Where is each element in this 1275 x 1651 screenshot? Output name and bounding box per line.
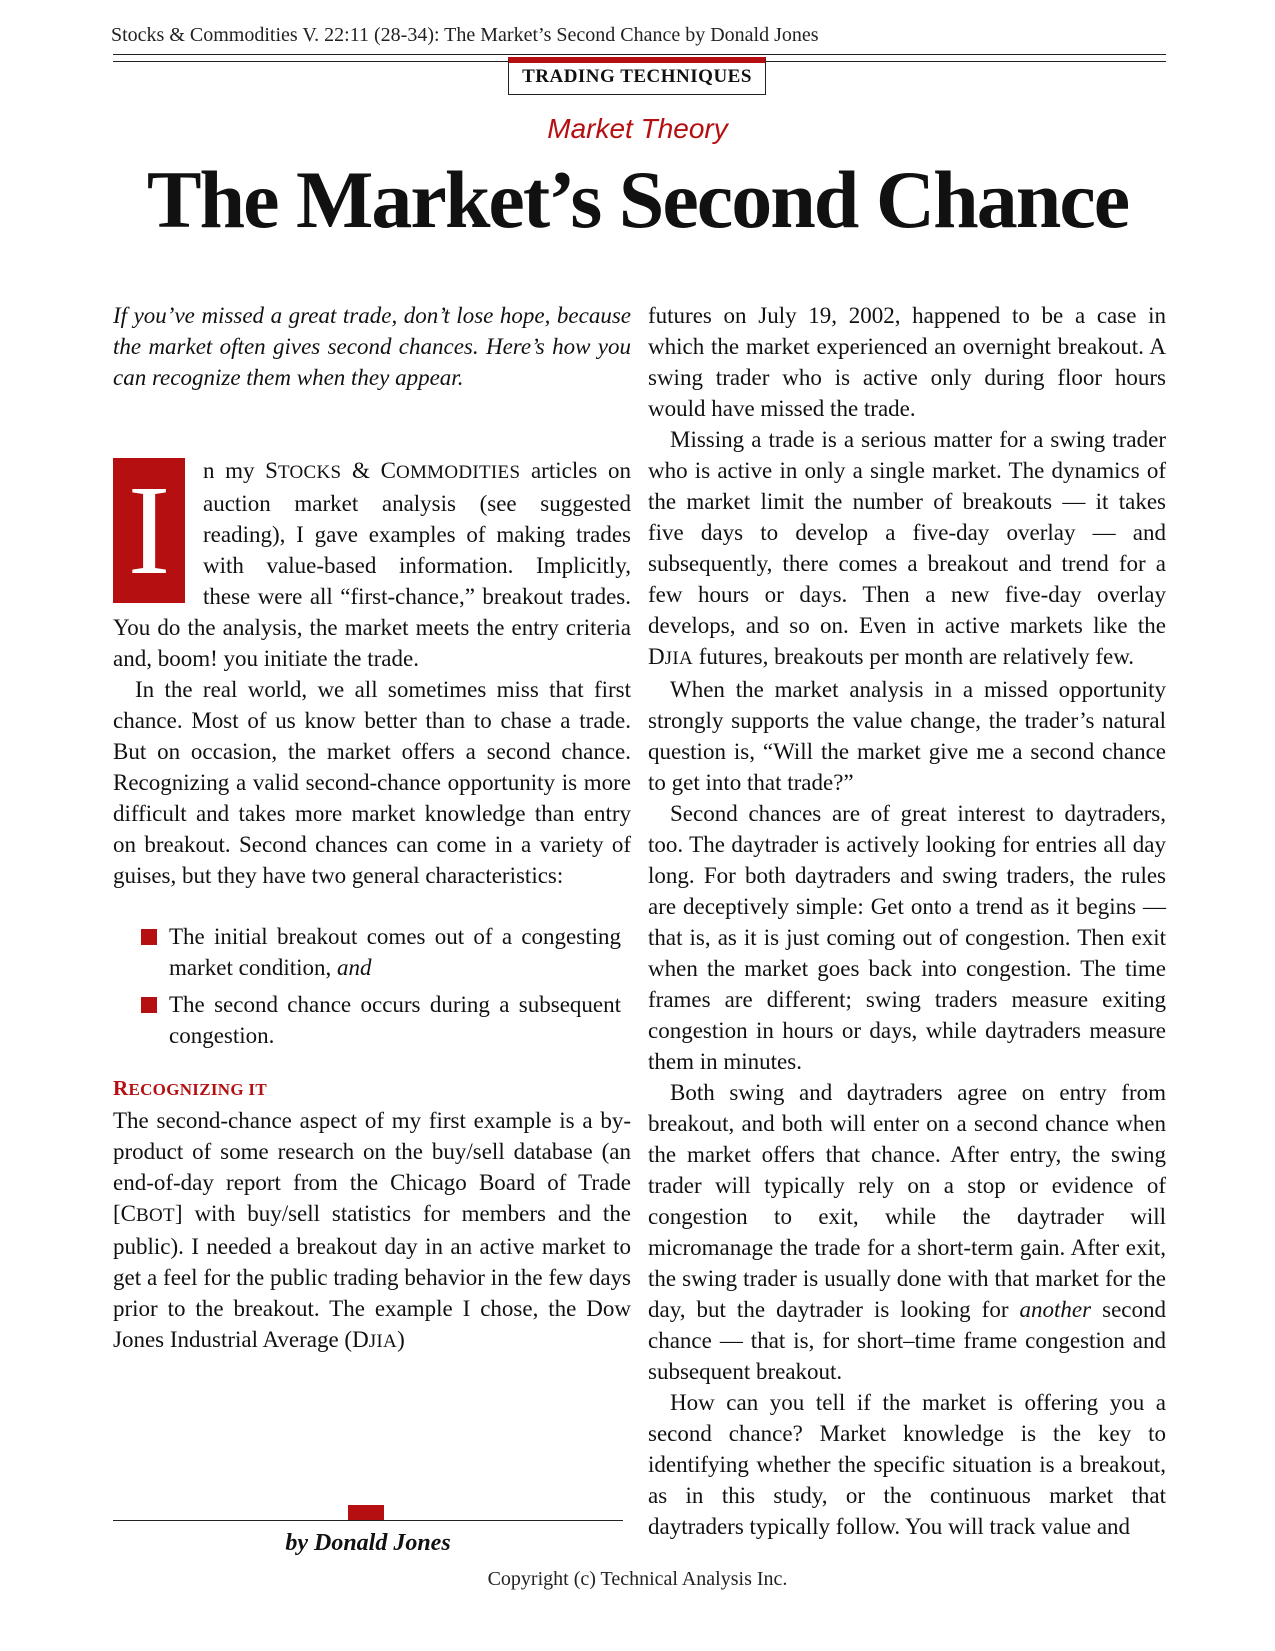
right-p2-djia-rest: JIA <box>664 648 693 669</box>
intro-text-b: & <box>341 458 381 483</box>
right-p2-text-a: Missing a trade is a serious matter for a swing trader who is active in only a single market. The dynamics of the market limit the number of breakouts — it takes five days to develop a five-day overlay — and subsequently, there comes a breakout and trend for a few hours or days. Then a new five-day overlay develops, and so on. Even in active markets like the <box>648 427 1166 638</box>
intro-text-c: articles on auction market analysis (see suggested reading), I gave examples of making trades with value-based information. Implicitly, these were all “first-chance,” breakout trades. You do the analysis, the market meets the entry criteria and, boom! you initiate the trade. <box>113 458 632 671</box>
p3-cbot-rest: BOT <box>136 1205 175 1226</box>
kicker: Market Theory <box>547 113 728 144</box>
section-label: TRADING TECHNIQUES <box>508 57 766 95</box>
right-paragraph-2 <box>648 424 1166 674</box>
subhead-rest: ECOGNIZING IT <box>128 1080 267 1099</box>
bullet-1-emphasis: and <box>337 955 372 980</box>
bullet-2-text: The second chance occurs during a subsequent congestion. <box>169 992 621 1048</box>
bullet-square-icon <box>141 997 157 1013</box>
right-p5-text-b: second chance — that is, for short–time frame congestion and subsequent breakout. <box>648 1297 1166 1384</box>
intro-text-a: n my <box>203 458 266 483</box>
article-title: The Market’s Second Chance <box>146 154 1129 245</box>
right-paragraph-4: Second chances are of great interest to daytraders, too. The daytrader is actively looking for entries all day long. For both daytraders and swing traders, the rules are deceptively simple: Get onto a trend as it begins — that is, as it is just coming out of congestion. Then exit when the market goes back into congestion. The time frames are different; swing traders measure exiting congestion in hours or days, while daytraders measure them in minutes. <box>648 801 1166 1074</box>
paragraph-2: In the real world, we all sometimes miss that first chance. Most of us know better than to chase a trade. But on occasion, the market offers a second chance. Recognizing a valid second-chance opportunity is more difficult and takes more market knowledge than entry on breakout. Second chances can come in a variety of guises, but they have two general characteristics: <box>113 677 631 888</box>
right-p2-text-b: futures, breakouts per month are relatively few. <box>692 644 1135 669</box>
right-paragraph-3: When the market analysis in a missed opportunity strongly supports the value change, the trader’s natural question is, “Will the market give me a second chance to get into that trade?” <box>648 677 1166 795</box>
copyright-footer: Copyright (c) Technical Analysis Inc. <box>487 1568 788 1590</box>
p3-text-b: ] with buy/sell statistics for members and the public). I needed a breakout day in an active market to get a feel for the public trading behavior in the few days prior to the breakout. The example I chose, the Dow Jones Industrial Average ( <box>113 1201 631 1352</box>
p3-text-c: ) <box>397 1327 405 1352</box>
paragraph-3 <box>113 1105 631 1357</box>
intro-sc-commodities: OMMODITIES <box>395 462 521 483</box>
intro-sc-comm-initial: C <box>380 458 396 483</box>
byline-marker <box>348 1505 384 1521</box>
deck: If you’ve missed a great trade, don’t lose hope, because the market often gives second chances. Here’s how you can recognize them when they appear. <box>113 303 631 390</box>
p3-text-a: The second-chance aspect of my first example is a by-product of some research on the buy/sell database (an end-of-day report from the Chicago Board of Trade [ <box>113 1108 631 1226</box>
p3-djia-initial: D <box>352 1327 369 1352</box>
byline: by Donald Jones <box>285 1530 451 1556</box>
running-head: Stocks & Commodities V. 22:11 (28-34): The Market’s Second Chance by Donald Jones <box>111 24 819 46</box>
right-p2-djia-initial: D <box>648 644 665 669</box>
intro-paragraph <box>113 455 631 674</box>
right-paragraph-1: futures on July 19, 2002, happened to be a case in which the market experienced an overnight breakout. A swing trader who is active only during floor hours would have missed the trade. <box>648 303 1166 421</box>
bullet-1-text: The initial breakout comes out of a congesting market condition, <box>169 924 621 980</box>
intro-sc-stocks: TOCKS <box>277 462 342 483</box>
header-rule-top <box>113 54 1166 55</box>
bullet-list <box>113 921 631 1051</box>
right-column <box>648 300 1166 1542</box>
p3-cbot-initial: C <box>120 1201 137 1226</box>
byline-rule <box>113 1520 623 1521</box>
bullet-square-icon <box>141 929 157 945</box>
bullet-item-1 <box>141 921 621 983</box>
right-paragraph-5 <box>648 1077 1166 1387</box>
subhead-cap: R <box>113 1076 129 1100</box>
left-column <box>113 300 631 1357</box>
p3-djia-rest: JIA <box>368 1331 398 1352</box>
drop-cap: I <box>113 458 185 603</box>
subhead-recognizing <box>113 1073 631 1105</box>
right-p5-text-a: Both swing and daytraders agree on entry from breakout, and both will enter on a second chance when the market offers that chance. After entry, the swing trader will typically rely on a stop or evidence of congestion to exit, while the daytrader will micromanage the trade for a short-term gain. After exit, the swing trader is usually done with that market for the day, but the daytrader is looking for <box>648 1080 1166 1322</box>
right-paragraph-6: How can you tell if the market is offering you a second chance? Market knowledge is the key to identifying whether the specific situation is a breakout, as in this study, or the continuous market that daytraders typically follow. You will track value and <box>648 1390 1166 1539</box>
right-p5-emphasis: another <box>1019 1297 1092 1322</box>
bullet-item-2 <box>141 989 621 1051</box>
intro-sc-stocks-initial: S <box>265 458 278 483</box>
